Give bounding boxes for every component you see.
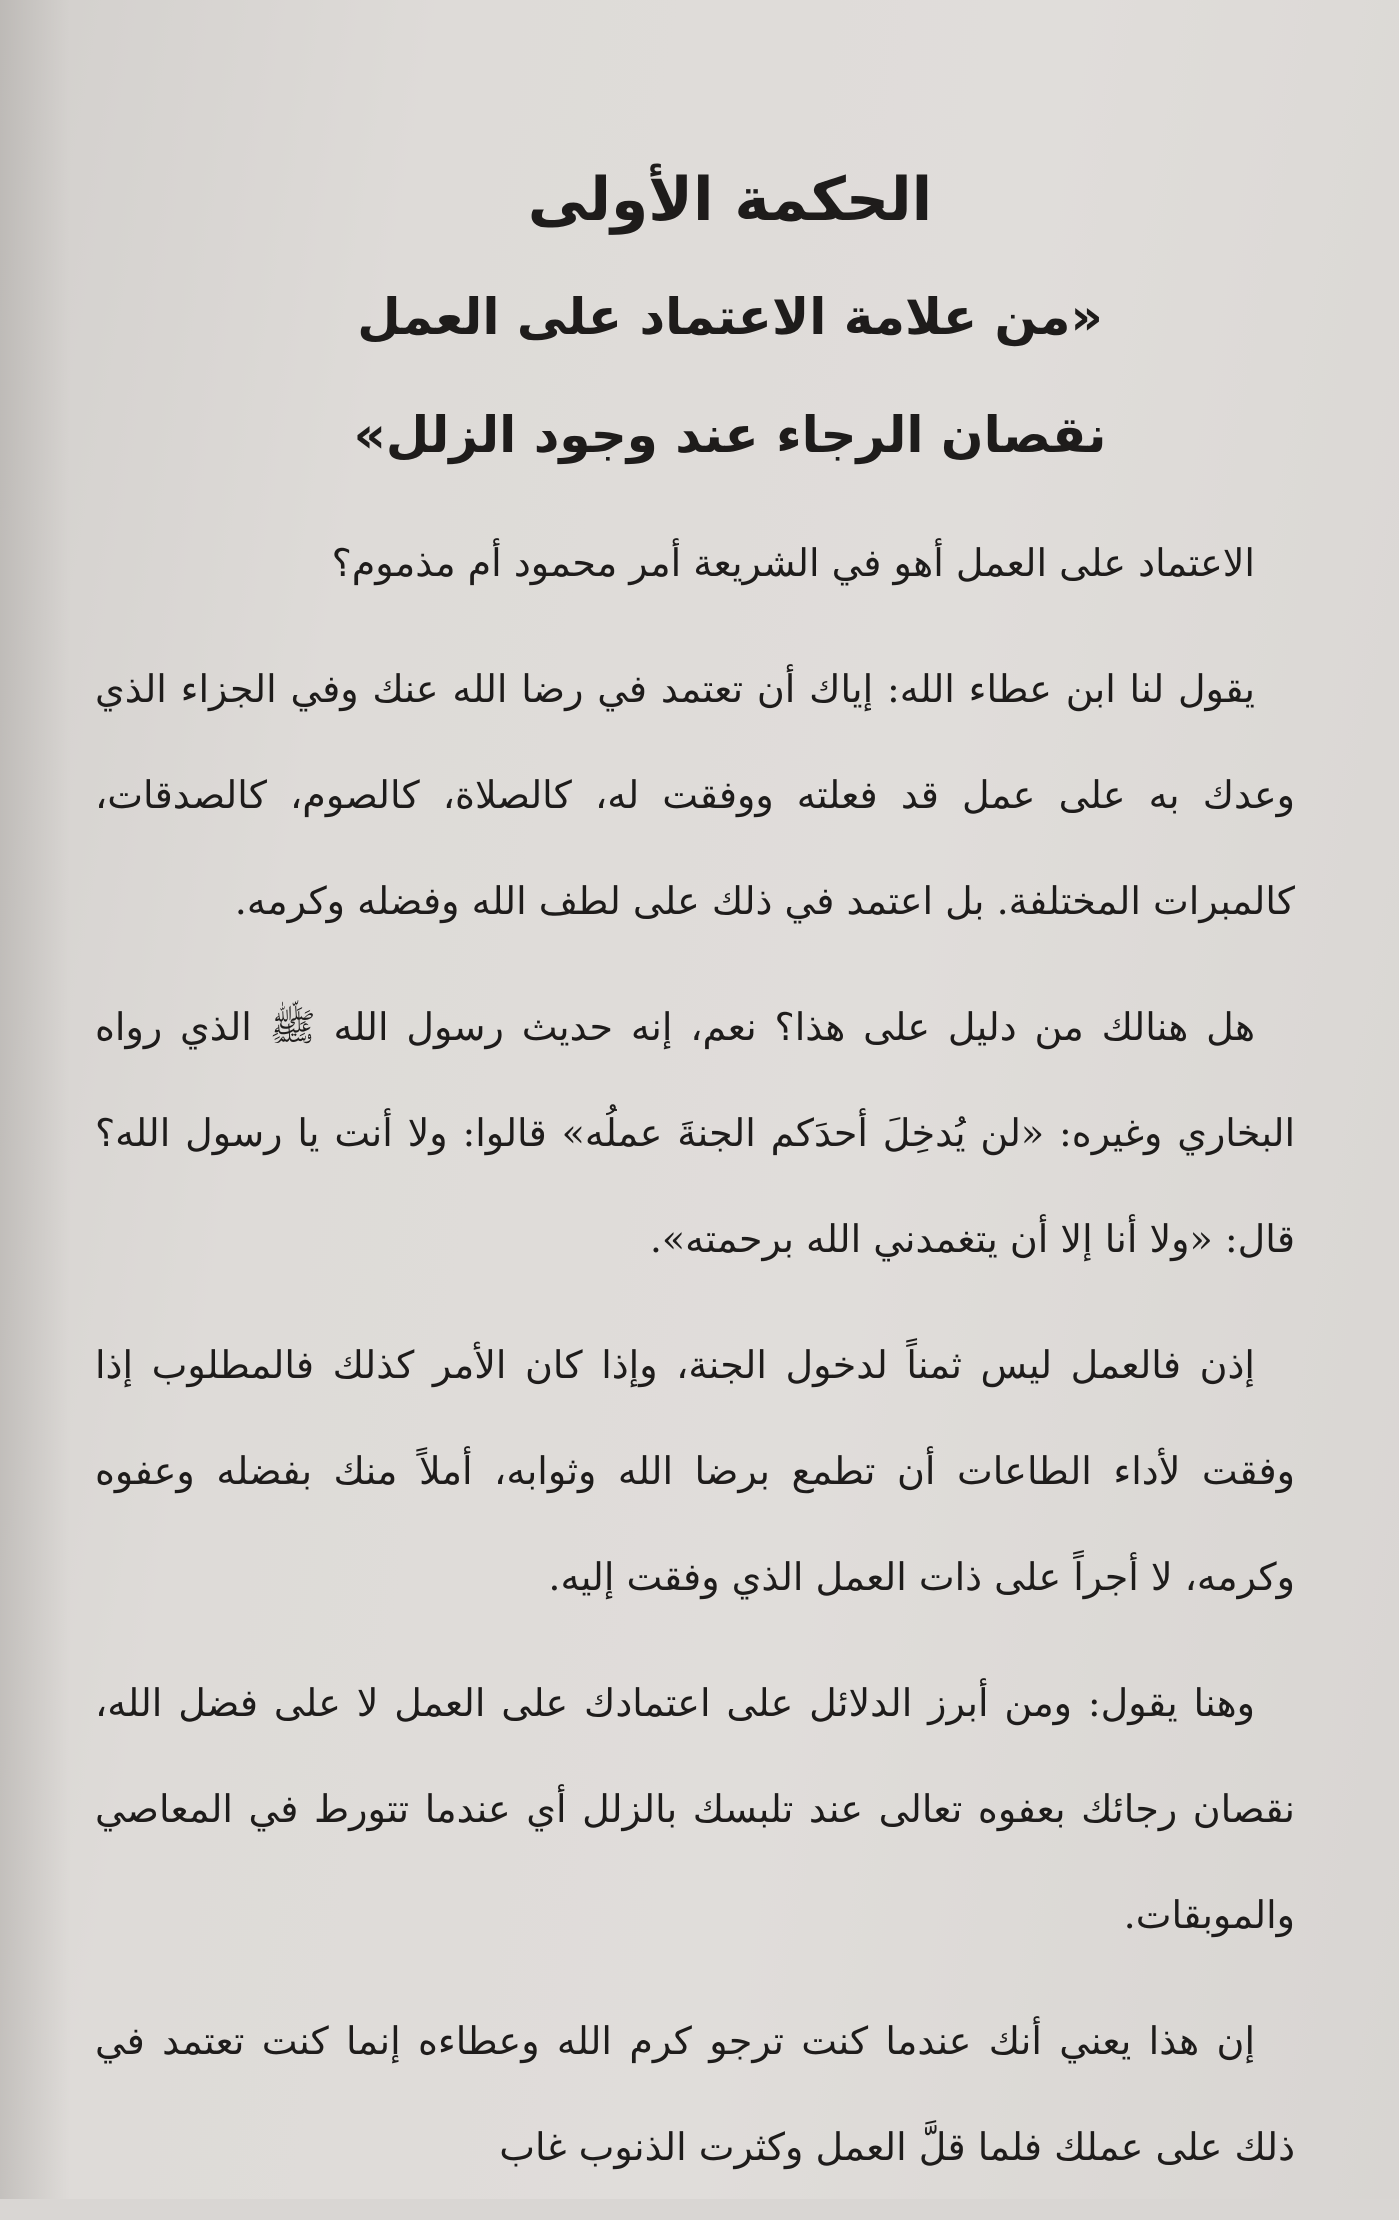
chapter-subtitle-line-1: «من علامة الاعتماد على العمل	[357, 288, 1103, 346]
paragraph-5: وهنا يقول: ومن أبرز الدلائل على اعتمادك على العمل لا على فضل الله، نقصان رجائك بعفوه تعالى عند تلبسك بالزلل أي عندما تتورط في المعاصي والموبقات.	[95, 1681, 1295, 1937]
page-binding-shadow	[0, 0, 70, 2199]
chapter-subtitle-line-2: نقصان الرجاء عند وجود الزلل»	[353, 406, 1107, 464]
paragraph-2: يقول لنا ابن عطاء الله: إياك أن تعتمد في رضا الله عنك وفي الجزاء الذي وعدك به على عمل قد فعلته ووفقت له، كالصلاة، كالصوم، كالصدقات، كالمبرات المختلفة. بل اعتمد في ذلك على لطف الله وفضله وكرمه.	[95, 667, 1295, 923]
paragraph-6: إن هذا يعني أنك عندما كنت ترجو كرم الله وعطاءه إنما كنت تعتمد في ذلك على عملك فلما قلَّ العمل وكثرت الذنوب غاب	[95, 2019, 1295, 2169]
paragraph-4: إذن فالعمل ليس ثمناً لدخول الجنة، وإذا كان الأمر كذلك فالمطلوب إذا وفقت لأداء الطاعات أن تطمع برضا الله وثوابه، أملاً منك بفضله وعفوه وكرمه، لا أجراً على ذات العمل الذي وفقت إليه.	[95, 1343, 1295, 1599]
chapter-title: الحكمة الأولى	[527, 165, 933, 235]
paragraph-3: هل هنالك من دليل على هذا؟ نعم، إنه حديث رسول الله ﷺ الذي رواه البخاري وغيره: «لن يُدخِلَ أحدَكم الجنةَ عملُه» قالوا: ولا أنت يا رسول الله؟ قال: «ولا أنا إلا أن يتغمدني الله برحمته».	[95, 1005, 1295, 1261]
paragraph-1: الاعتماد على العمل أهو في الشريعة أمر محمود أم مذموم؟	[331, 541, 1255, 585]
page-text-block	[95, 150, 1295, 2220]
